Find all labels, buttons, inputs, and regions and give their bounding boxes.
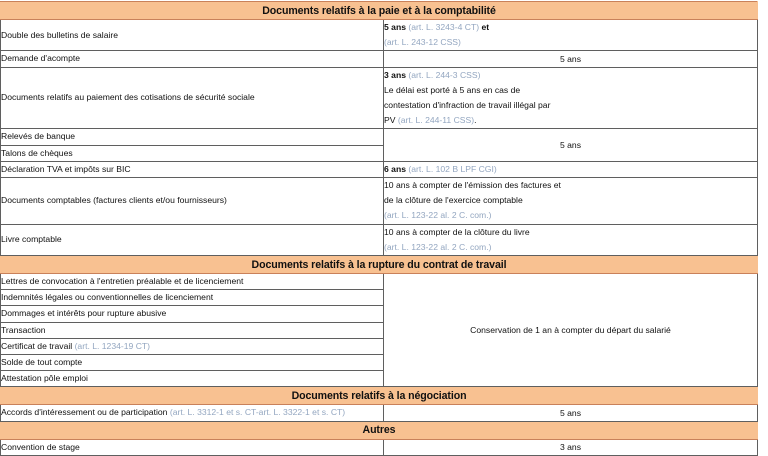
legal-reference: (art. L. 244-3 CSS) [408,69,481,80]
cell-line [1,323,383,338]
text-fragment: . [474,115,477,126]
text-fragment: Talons de chèques [1,147,73,158]
legal-reference: (art. L. 3243-4 CT) [408,22,480,32]
row-value-livre-comptable [384,224,758,255]
row-label-convention-stage [1,439,384,455]
cell-line [1,355,383,370]
legal-reference: (art. L. 102 B LPF CGI) [408,163,497,174]
text-fragment: Demande d'acompte [1,53,81,64]
table-row [1,20,758,51]
row-label-releves-banque [1,129,384,145]
text-fragment: Le délai est porté à 5 ans en cas de [384,84,521,95]
cell-line [1,290,383,305]
text-fragment: Transaction [1,324,46,335]
cell-line [1,274,383,289]
text-fragment: Dommages et intérêts pour rupture abusive [1,308,167,319]
row-label-attestation-pole-emploi [1,371,384,387]
cell-line [384,193,757,208]
text-fragment: Convention de stage [1,441,80,452]
cell-line [1,28,383,43]
cell-line [1,162,383,177]
text-fragment: contestation d'infraction de travail illégal par [384,100,551,111]
text-fragment: 3 ans [384,69,406,80]
row-label-certificat-travail [1,338,384,354]
table-row [1,161,758,177]
row-label-lettres-convocation [1,274,384,290]
text-fragment: et [481,22,490,32]
text-fragment: Relevés de banque [1,131,76,142]
legal-reference: (art. L. 244-11 CSS) [397,115,475,126]
text-fragment: Documents relatifs au paiement des cotisations de sécurité sociale [1,92,255,103]
cell-line [1,405,383,420]
table-row [1,51,758,67]
table-row [1,224,758,255]
text-fragment: 10 ans à compter de l'émission des factures et [384,180,561,191]
row-label-documents-comptables [1,178,384,225]
cell-line [1,371,383,386]
text-fragment: de la clôture de l'exercice comptable [384,195,523,206]
text-fragment: Livre comptable [1,234,62,245]
table-row [1,405,758,421]
section-header-row [1,2,758,20]
cell-line [384,225,757,240]
row-label-dommages-interets [1,306,384,322]
row-label-accords-interessement [1,405,384,421]
legal-reference: (art. L. 123-22 al. 2 C. com.) [384,210,492,221]
row-value-double-bulletins [384,20,758,51]
text-fragment: Accords d'intéressement ou de participation [1,407,168,418]
text-fragment: Solde de tout compte [1,357,83,368]
cell-line [384,68,757,83]
row-merged-value-releves-banque: 5 ans [384,129,758,161]
text-fragment: Indemnités légales ou conventionnelles de licenciement [1,292,214,303]
row-label-cotisations-securite-sociale [1,67,384,129]
row-label-talons-cheques [1,145,384,161]
table-row [1,274,758,290]
text-fragment: Attestation pôle emploi [1,373,88,384]
section-heading-negociation: Documents relatifs à la négociation [1,387,758,405]
legal-reference: (art. L. 123-22 al. 2 C. com.) [384,241,492,252]
row-value-demande-acompte: 5 ans [384,51,758,67]
cell-line [384,162,757,177]
cell-line [384,83,757,98]
cell-line [384,240,757,255]
text-fragment: Double des bulletins de salaire [1,29,119,40]
section-header-row [1,387,758,405]
text-fragment: 5 ans [384,22,406,32]
document-table-container [0,1,757,456]
legal-reference: (art. L. 243-12 CSS) [384,37,461,48]
section-heading-rupture-contrat: Documents relatifs à la rupture du contrat de travail [1,256,758,274]
text-fragment: Déclaration TVA et impôts sur BIC [1,163,131,174]
text-fragment: Lettres de convocation à l'entretien préalable et de licenciement [1,276,244,287]
row-value-cotisations-securite-sociale [384,67,758,129]
text-fragment: 6 ans [384,163,406,174]
table-row [1,67,758,129]
table-row [1,439,758,455]
row-label-double-bulletins [1,20,384,51]
row-label-transaction [1,322,384,338]
table-row [1,129,758,145]
row-label-livre-comptable [1,224,384,255]
row-label-demande-acompte [1,51,384,67]
cell-line [1,90,383,105]
retention-periods-table [0,1,758,456]
table-body [1,2,758,456]
row-value-convention-stage: 3 ans [384,439,758,455]
text-fragment: Certificat de travail [1,340,73,351]
cell-line [1,146,383,161]
section-header-row [1,256,758,274]
cell-line [384,35,757,50]
cell-line [384,98,757,113]
cell-line [384,20,757,35]
row-value-accords-interessement: 5 ans [384,405,758,421]
text-fragment: PV [384,115,396,126]
row-label-solde-tout-compte [1,355,384,371]
section-header-row [1,421,758,439]
cell-line [1,440,383,455]
row-value-documents-comptables [384,178,758,225]
cell-line [1,306,383,321]
row-label-declaration-tva [1,161,384,177]
text-fragment: Documents comptables (factures clients et/ou fournisseurs) [1,195,227,206]
text-fragment: 10 ans à compter de la clôture du livre [384,226,530,237]
cell-line [384,113,757,128]
cell-line [384,208,757,223]
row-label-indemnites-legales [1,290,384,306]
legal-reference: (art. L. 3312-1 et s. CT-art. L. 3322-1 et s. CT) [169,407,346,418]
cell-line [1,193,383,208]
cell-line [1,339,383,354]
cell-line [384,178,757,193]
legal-reference: (art. L. 1234-19 CT) [74,340,151,351]
row-value-declaration-tva [384,161,758,177]
section-heading-autres: Autres [1,421,758,439]
section-heading-paie-comptabilite: Documents relatifs à la paie et à la comptabilité [1,2,758,20]
section-merged-value-rupture-contrat: Conservation de 1 an à compter du départ du salarié [384,274,758,387]
cell-line [1,232,383,247]
table-row [1,178,758,225]
cell-line [1,51,383,66]
cell-line [1,129,383,144]
